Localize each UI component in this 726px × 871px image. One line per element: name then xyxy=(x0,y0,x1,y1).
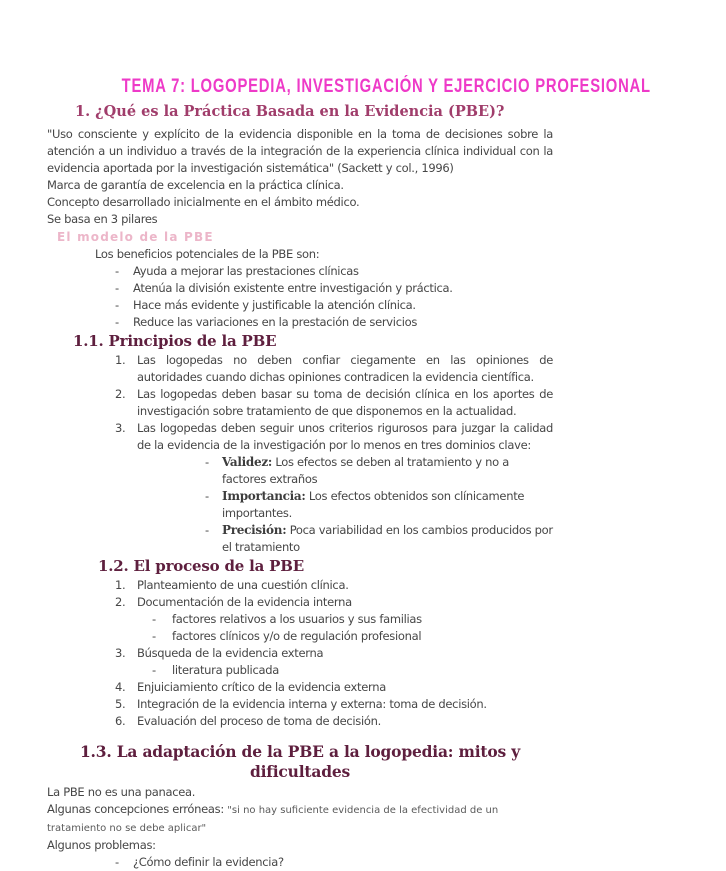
page-title xyxy=(47,76,651,98)
process-step xyxy=(115,645,553,662)
misconceptions-lead: Algunas concepciones erróneas: xyxy=(47,802,228,816)
dash-marker: - xyxy=(115,264,119,278)
domain-item-text xyxy=(222,522,553,556)
domain-item xyxy=(205,488,553,522)
process-step-text: Documentación de la evidencia interna xyxy=(137,595,352,609)
process-substep xyxy=(152,628,553,645)
dash-marker: - xyxy=(115,281,119,295)
domain-item xyxy=(205,454,553,488)
benefit-item-text: Reduce las variaciones en la prestación de servicios xyxy=(133,315,418,329)
problem-item xyxy=(115,854,553,871)
benefit-item xyxy=(115,280,553,297)
process-step xyxy=(115,577,553,594)
process-step-text: Enjuiciamiento crítico de la evidencia externa xyxy=(137,680,386,694)
benefit-item xyxy=(115,263,553,280)
page-title-text: TEMA 7: LOGOPEDIA, INVESTIGACIÓN Y EJERCICIO PROFESIONAL xyxy=(121,76,651,97)
process-substep-text: factores relativos a los usuarios y sus familias xyxy=(172,612,422,626)
text-line-concepto: Concepto desarrollado inicialmente en el ámbito médico. xyxy=(47,195,360,209)
number-marker: 1. xyxy=(115,353,126,367)
principle-item xyxy=(115,352,553,386)
principle-item xyxy=(115,420,553,454)
model-label: El modelo de la PBE xyxy=(57,230,214,244)
benefit-item xyxy=(115,297,553,314)
number-marker: 3. xyxy=(115,646,126,660)
section-1-3-heading: 1.3. La adaptación de la PBE a la logopedia: mitos y dificultades xyxy=(79,742,521,781)
number-marker: 6. xyxy=(115,714,126,728)
section-1-1-heading: 1.1. Principios de la PBE xyxy=(73,332,277,350)
number-marker: 1. xyxy=(115,578,126,592)
principle-item-text: Las logopedas no deben confiar ciegamente en las opiniones de autoridades cuando dichas opiniones contradicen la evidencia científica. xyxy=(137,353,553,384)
misconceptions-quote: "si no hay suficiente evidencia de la efectividad de un tratamiento no se debe aplicar" xyxy=(47,805,499,834)
problem-item-text: ¿Cómo definir la evidencia? xyxy=(133,855,284,869)
process-step xyxy=(115,679,553,696)
dash-marker: - xyxy=(205,489,209,503)
number-marker: 2. xyxy=(115,595,126,609)
process-step-text: Evaluación del proceso de toma de decisión. xyxy=(137,714,381,728)
domain-item-text xyxy=(222,454,553,488)
process-step xyxy=(115,713,553,730)
text-line-pilares: Se basa en 3 pilares xyxy=(47,212,158,226)
definition-quote-paragraph: "Uso consciente y explícito de la evidencia disponible en la toma de decisiones sobre la atención a un individuo a través de la integración de la experiencia clínica individual con la evidencia aportada por la investigación sistemática" (Sackett y col., 1996) xyxy=(47,127,553,175)
benefit-item xyxy=(115,314,553,331)
dash-marker: - xyxy=(115,315,119,329)
number-marker: 5. xyxy=(115,697,126,711)
section-1-2-heading: 1.2. El proceso de la PBE xyxy=(98,557,304,575)
dash-marker: - xyxy=(152,663,156,677)
principle-item xyxy=(115,386,553,420)
problems-lead: Algunos problemas: xyxy=(47,838,156,852)
number-marker: 4. xyxy=(115,680,126,694)
domain-label: Validez: xyxy=(222,455,272,469)
dash-marker: - xyxy=(152,629,156,643)
text-line-marca: Marca de garantía de excelencia en la práctica clínica. xyxy=(47,178,344,192)
process-step-text: Integración de la evidencia interna y externa: toma de decisión. xyxy=(137,697,487,711)
section-1-heading: 1. ¿Qué es la Práctica Basada en la Evidencia (PBE)? xyxy=(75,103,505,120)
process-substep xyxy=(152,611,553,628)
domain-label: Precisión: xyxy=(222,523,287,537)
process-step-text: Búsqueda de la evidencia externa xyxy=(137,646,324,660)
process-step xyxy=(115,696,553,713)
domain-item-text xyxy=(222,488,553,522)
process-substep-text: factores clínicos y/o de regulación profesional xyxy=(172,629,422,643)
benefits-intro: Los beneficios potenciales de la PBE son: xyxy=(95,247,320,261)
process-substep xyxy=(152,662,553,679)
benefit-item-text: Ayuda a mejorar las prestaciones clínicas xyxy=(133,264,359,278)
text-line-panacea: La PBE no es una panacea. xyxy=(47,785,196,799)
domain-description: Los efectos obtenidos son clínicamente importantes. xyxy=(222,489,525,520)
dash-marker: - xyxy=(205,455,209,469)
number-marker: 2. xyxy=(115,387,126,401)
domain-description: Poca variabilidad en los cambios producidos por el tratamiento xyxy=(222,523,553,554)
dash-marker: - xyxy=(152,612,156,626)
domain-description: Los efectos se deben al tratamiento y no a factores extraños xyxy=(222,455,509,486)
domain-item xyxy=(205,522,553,556)
process-substep-text: literatura publicada xyxy=(172,663,279,677)
domain-label: Importancia: xyxy=(222,489,306,503)
dash-marker: - xyxy=(115,298,119,312)
dash-marker: - xyxy=(115,855,119,869)
benefit-item-text: Atenúa la división existente entre investigación y práctica. xyxy=(133,281,453,295)
misconceptions-line xyxy=(47,801,553,837)
process-step-text: Planteamiento de una cuestión clínica. xyxy=(137,578,349,592)
number-marker: 3. xyxy=(115,421,126,435)
principle-item-text: Las logopedas deben seguir unos criterios rigurosos para juzgar la calidad de la evidencia de la investigación por lo menos en tres dominios clave: xyxy=(137,421,553,452)
dash-marker: - xyxy=(205,523,209,537)
process-step xyxy=(115,594,553,611)
principle-item-text: Las logopedas deben basar su toma de decisión clínica en los aportes de investigación sobre tratamiento de que disponemos en la actualidad. xyxy=(137,387,553,418)
benefit-item-text: Hace más evidente y justificable la atención clínica. xyxy=(133,298,416,312)
